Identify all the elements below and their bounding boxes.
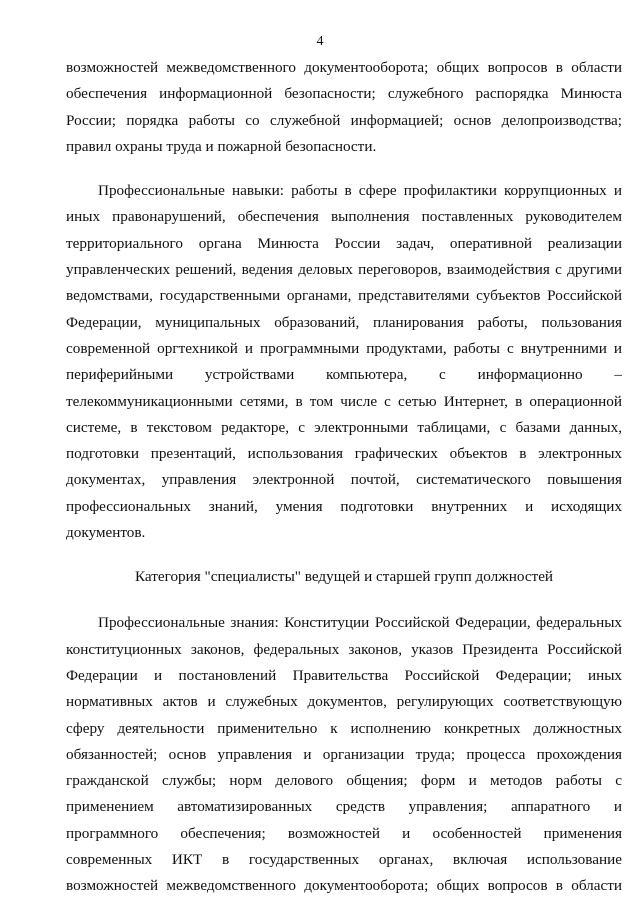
text-line: России; порядка работы со служебной информацией; основ делопроизводства; (66, 111, 622, 129)
paragraph-professional-knowledge (66, 610, 622, 899)
text-line: периферийными устройствами компьютера, с информационно – (66, 366, 622, 384)
document-body (66, 55, 622, 900)
text-line: гражданской службы; норм делового общения; форм и методов работы с (66, 772, 622, 790)
text-line: документов. (66, 524, 146, 542)
paragraph-professional-skills (66, 178, 622, 546)
text-line: современных ИКТ в государственных органах, включая использование (66, 851, 622, 869)
text-line: Профессиональные знания: Конституции Российской Федерации, федеральных (98, 614, 622, 632)
text-line: возможностей межведомственного документооборота; общих вопросов в области (66, 59, 622, 76)
text-line: территориального органа Минюста России задач, оперативной реализации (66, 234, 622, 252)
text-line: Профессиональные навыки: работы в сфере профилактики коррупционных и (98, 182, 622, 200)
text-line: профессиональных знаний, умения подготовки внутренних и исходящих (66, 497, 622, 515)
page-number: 4 (316, 34, 324, 49)
text-line: обязанностей; основ управления и организации труда; процесса прохождения (66, 745, 622, 763)
text-line: программного обеспечения; возможностей и особенностей применения (66, 824, 622, 842)
text-line: Федерации и постановлений Правительства Российской Федерации; иных (66, 666, 622, 684)
text-line: ведомствами, государственными органами, представителями субъектов Российской (66, 287, 622, 305)
text-line: подготовки презентаций, использования графических объектов в электронных (66, 445, 622, 463)
text-line: обеспечения информационной безопасности; служебного распорядка Минюста (66, 85, 622, 103)
text-line: Федерации, муниципальных образований, планирования работы, пользования (66, 313, 622, 331)
text-line: применением автоматизированных средств управления; аппаратного и (66, 798, 622, 816)
text-line: нормативных актов и служебных документов, регулирующих соответствующую (66, 693, 622, 711)
text-line: возможностей межведомственного документооборота; общих вопросов в области (66, 877, 622, 895)
text-line: современной оргтехникой и программными продуктами, работы с внутренними и (66, 339, 622, 357)
paragraph-knowledge-continued (66, 55, 622, 160)
text-line: правил охраны труда и пожарной безопасности. (66, 137, 377, 155)
text-line: иных правонарушений, обеспечения выполнения поставленных руководителем (66, 208, 622, 226)
section-heading: Категория "специалисты" ведущей и старшей групп должностей (134, 568, 554, 586)
text-line: системе, в текстовом редакторе, с электронными таблицами, с базами данных, (66, 418, 622, 436)
text-line: управленческих решений, ведения деловых переговоров, взаимодействия с другими (66, 261, 622, 279)
text-line: телекоммуникационными сетями, в том числе с сетью Интернет, в операционной (66, 392, 622, 410)
text-line: документах, управления электронной почтой, систематического повышения (66, 471, 622, 489)
text-line: сферу деятельности применительно к исполнению конкретных должностных (66, 719, 622, 737)
text-line: конституционных законов, федеральных законов, указов Президента Российской (66, 640, 622, 658)
